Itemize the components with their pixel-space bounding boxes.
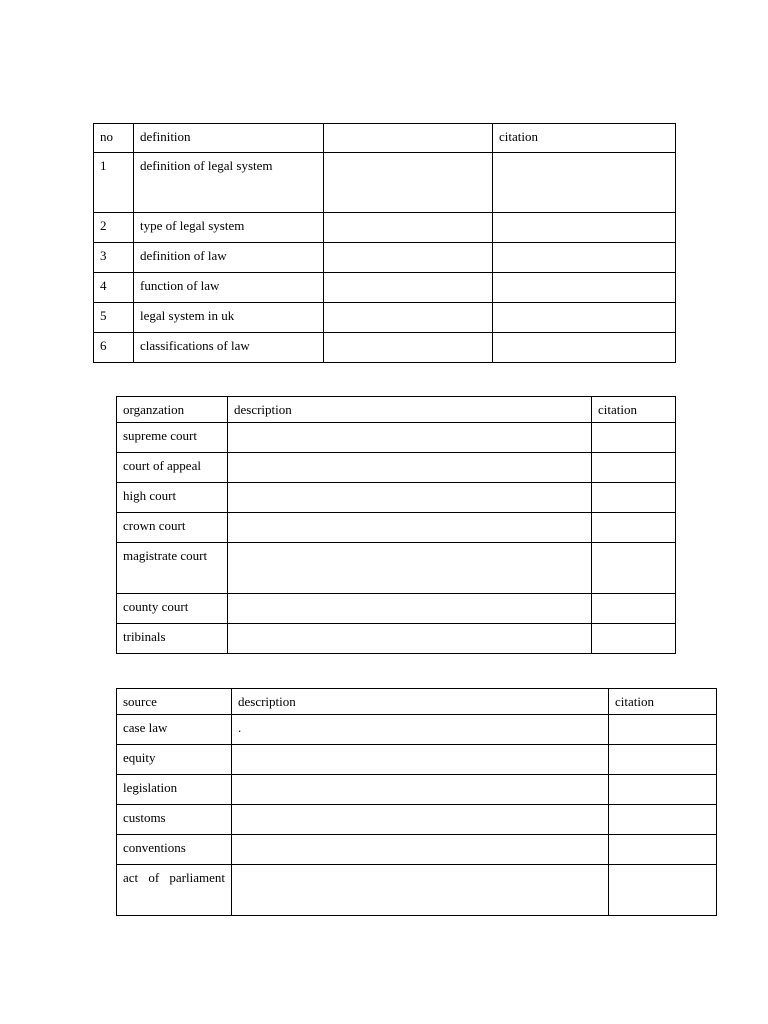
table-cell: classifications of law: [134, 333, 324, 363]
table-row: [94, 333, 676, 363]
table-row: [94, 273, 676, 303]
table-cell: [493, 153, 676, 213]
table-cell: 2: [94, 213, 134, 243]
table-cell: act of parliament: [117, 865, 232, 916]
table-cell: [493, 333, 676, 363]
table-cell: type of legal system: [134, 213, 324, 243]
table-cell: [324, 153, 493, 213]
table-cell: [232, 745, 609, 775]
table-cell: tribinals: [117, 624, 228, 654]
table-cell: .: [232, 715, 609, 745]
header-cell: citation: [493, 124, 676, 153]
header-cell: description: [232, 689, 609, 715]
header-cell: citation: [592, 397, 676, 423]
table-cell: [609, 745, 717, 775]
table-row: [117, 624, 676, 654]
table-cell: [228, 423, 592, 453]
table-cell: 5: [94, 303, 134, 333]
table-cell: magistrate court: [117, 543, 228, 594]
table-cell: definition of law: [134, 243, 324, 273]
table-cell: county court: [117, 594, 228, 624]
table-row: [117, 715, 717, 745]
table-cell: [324, 243, 493, 273]
header-cell: [324, 124, 493, 153]
table-cell: [232, 805, 609, 835]
table-row: [117, 775, 717, 805]
table-row: [94, 303, 676, 333]
table-cell: [232, 775, 609, 805]
table-cell: definition of legal system: [134, 153, 324, 213]
table-header-row: [117, 397, 676, 423]
header-cell: source: [117, 689, 232, 715]
table-row: [117, 835, 717, 865]
table-row: [94, 153, 676, 213]
organizations-table: [116, 396, 676, 654]
table-cell: [592, 594, 676, 624]
table-row: [117, 483, 676, 513]
table-row: [117, 423, 676, 453]
table-cell: [228, 624, 592, 654]
sources-table: [116, 688, 717, 916]
table-cell: [592, 543, 676, 594]
header-cell: no: [94, 124, 134, 153]
table-cell: [493, 213, 676, 243]
table-cell: customs: [117, 805, 232, 835]
table-cell: supreme court: [117, 423, 228, 453]
table-cell: high court: [117, 483, 228, 513]
table-cell: [609, 835, 717, 865]
table-cell: [609, 775, 717, 805]
definitions-table: [93, 123, 676, 363]
table-cell: equity: [117, 745, 232, 775]
table-row: [117, 805, 717, 835]
table-header-row: [94, 124, 676, 153]
table-row: [117, 453, 676, 483]
table-cell: [228, 513, 592, 543]
table-cell: [493, 303, 676, 333]
table-cell: [592, 453, 676, 483]
table-cell: [232, 865, 609, 916]
table-cell: crown court: [117, 513, 228, 543]
table-cell: [592, 624, 676, 654]
table-cell: case law: [117, 715, 232, 745]
table-cell: [609, 715, 717, 745]
table-row: [117, 543, 676, 594]
table-cell: 1: [94, 153, 134, 213]
table-cell: [228, 594, 592, 624]
table-row: [94, 243, 676, 273]
table-row: [117, 513, 676, 543]
table-cell: [609, 805, 717, 835]
table-cell: 4: [94, 273, 134, 303]
table-header-row: [117, 689, 717, 715]
table-cell: 6: [94, 333, 134, 363]
table-cell: [228, 543, 592, 594]
table-cell: [493, 273, 676, 303]
table-cell: [324, 213, 493, 243]
table-cell: [228, 453, 592, 483]
header-cell: definition: [134, 124, 324, 153]
table-cell: [324, 303, 493, 333]
header-cell: description: [228, 397, 592, 423]
table-cell: [232, 835, 609, 865]
table-row: [117, 745, 717, 775]
table-cell: [228, 483, 592, 513]
table-cell: legislation: [117, 775, 232, 805]
table-cell: [592, 513, 676, 543]
table-cell: 3: [94, 243, 134, 273]
table-cell: function of law: [134, 273, 324, 303]
header-cell: citation: [609, 689, 717, 715]
table-cell: [609, 865, 717, 916]
header-cell: organzation: [117, 397, 228, 423]
table-row: [117, 865, 717, 916]
table-cell: court of appeal: [117, 453, 228, 483]
table-cell: [592, 423, 676, 453]
table-cell: legal system in uk: [134, 303, 324, 333]
table-cell: [493, 243, 676, 273]
table-row: [94, 213, 676, 243]
table-row: [117, 594, 676, 624]
table-cell: [324, 333, 493, 363]
table-cell: conventions: [117, 835, 232, 865]
table-cell: [592, 483, 676, 513]
table-cell: [324, 273, 493, 303]
